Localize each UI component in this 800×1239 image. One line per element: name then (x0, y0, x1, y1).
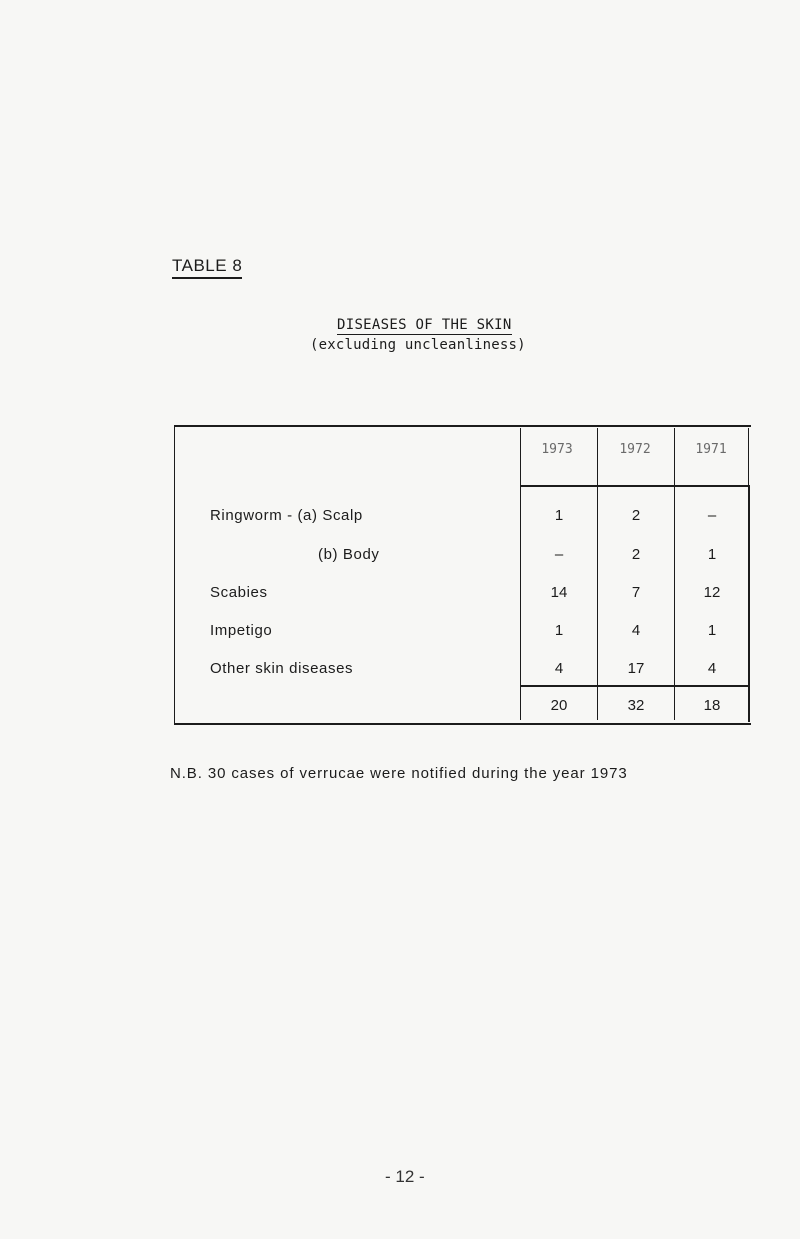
table-cell: – (554, 546, 564, 563)
total-cell-1971: 18 (703, 697, 721, 714)
table-subtitle: (excluding uncleanliness) (310, 337, 526, 353)
table-cell: 7 (631, 584, 641, 601)
table-cell: 1 (707, 622, 717, 639)
table-label: TABLE 8 (172, 256, 242, 279)
table-cell: 1 (707, 546, 717, 563)
table-cell: 4 (554, 660, 564, 677)
row-label-scabies: Scabies (210, 584, 268, 601)
table-title: DISEASES OF THE SKIN (337, 317, 512, 333)
page-number: - 12 - (385, 1167, 425, 1186)
table-cell: – (707, 507, 717, 524)
table-cell: 1 (554, 507, 564, 524)
table-cell: 1 (554, 622, 564, 639)
row-label-ringworm-body: (b) Body (318, 546, 380, 563)
table-cell: 12 (703, 584, 721, 601)
column-header-1972: 1972 (619, 442, 651, 457)
row-label-ringworm-scalp: Ringworm - (a) Scalp (210, 507, 363, 524)
column-divider (597, 428, 598, 720)
column-header-1973: 1973 (541, 442, 573, 457)
column-divider (674, 428, 675, 720)
table-cell: 17 (627, 660, 645, 677)
table-cell: 2 (631, 507, 641, 524)
row-label-other: Other skin diseases (210, 660, 354, 677)
total-cell-1973: 20 (550, 697, 568, 714)
table-cell: 4 (707, 660, 717, 677)
footnote: N.B. 30 cases of verrucae were notified during the year 1973 (170, 765, 628, 782)
column-divider (520, 428, 521, 720)
column-header-1971: 1971 (695, 442, 727, 457)
row-label-impetigo: Impetigo (210, 622, 273, 639)
totals-divider (520, 685, 750, 687)
table-cell: 14 (550, 584, 568, 601)
title-block (310, 314, 570, 354)
column-divider (748, 428, 749, 490)
total-cell-1972: 32 (627, 697, 645, 714)
table-cell: 4 (631, 622, 641, 639)
table-cell: 2 (631, 546, 641, 563)
